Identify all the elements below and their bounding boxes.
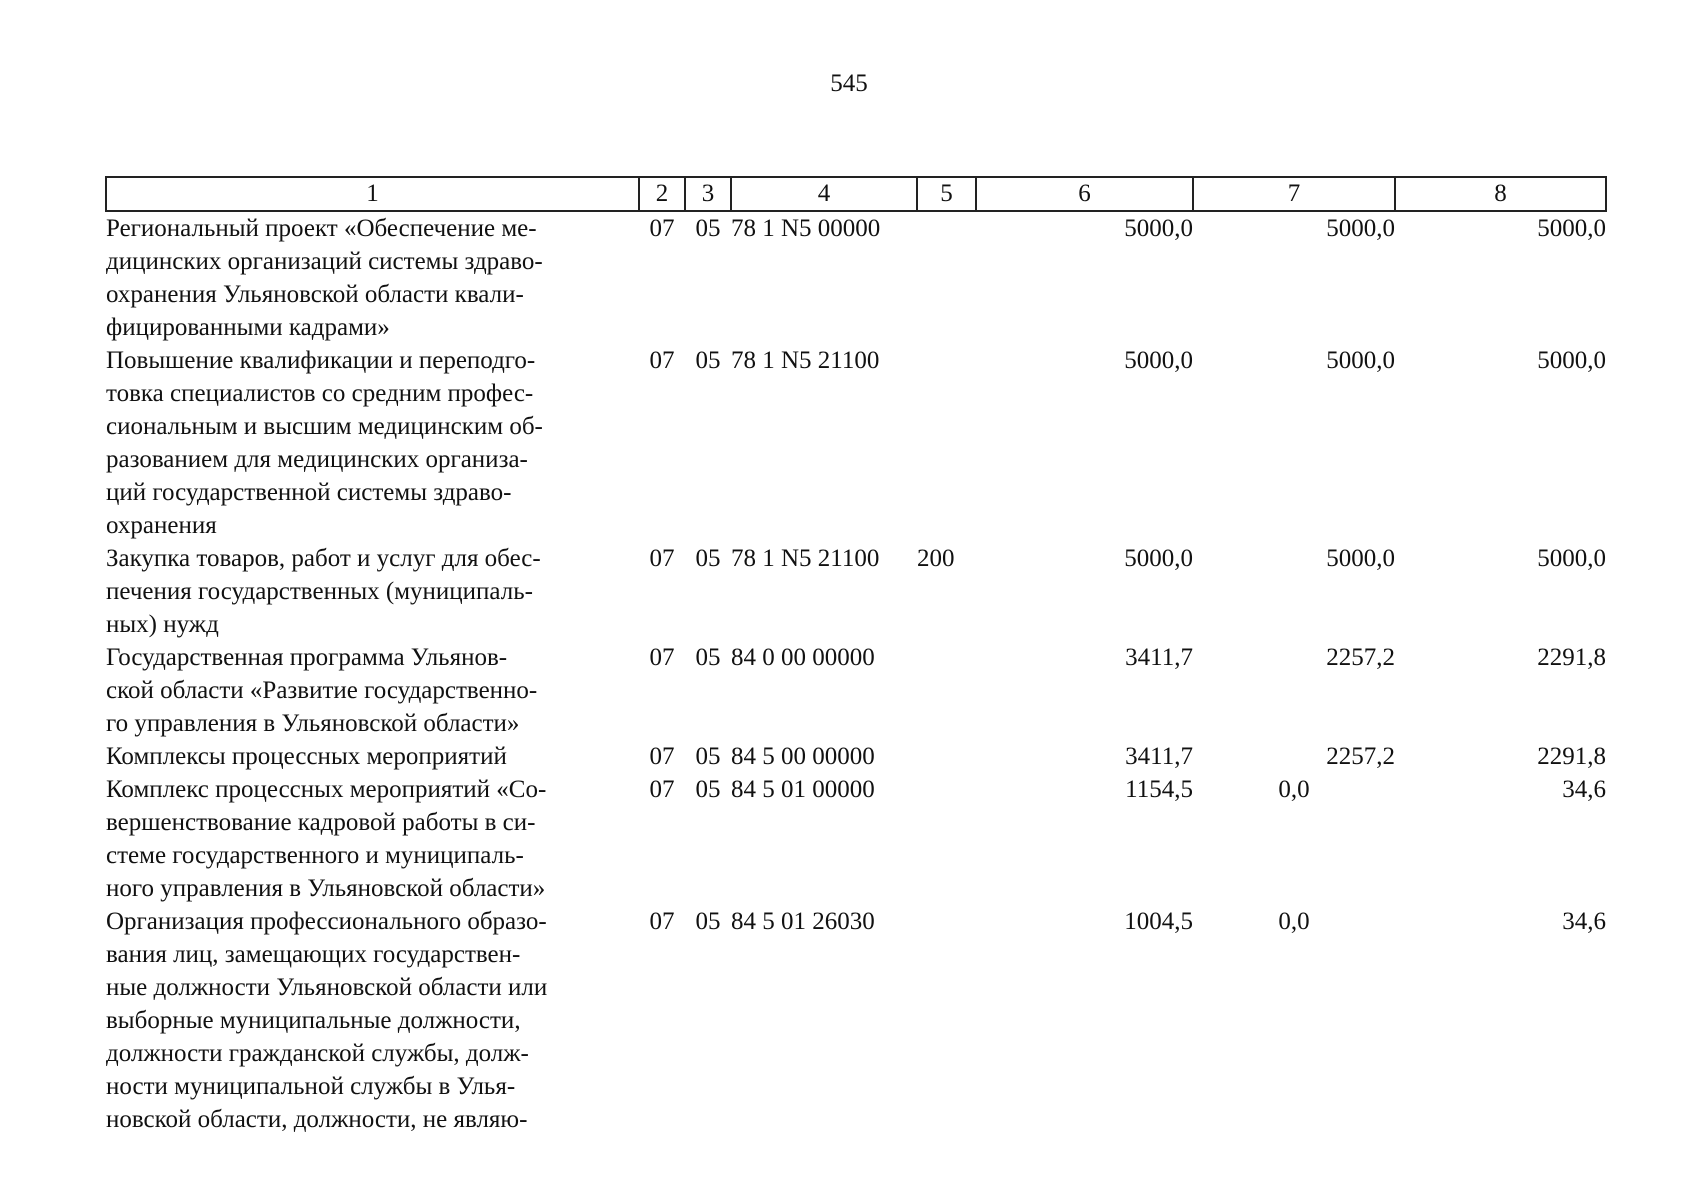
column-header: 7 [1193,177,1395,211]
row-name-line: ской области «Развитие государственно- [106,677,538,704]
subsection-code: 05 [695,908,721,935]
amount-year-1: 5000,0 [1124,347,1193,374]
row-name-line: ных) нужд [106,611,219,638]
row-name-line: ций государственной системы здраво- [106,479,512,506]
amount-year-2: 2257,2 [1326,644,1395,671]
target-article-code: 84 5 01 00000 [731,776,875,803]
expense-type-code [917,905,976,1136]
section-code: 07 [649,347,675,374]
row-name-line: Повышение квалификации и переподго- [106,347,536,374]
amount-year-1: 1154,5 [1125,776,1193,803]
column-header: 5 [917,177,976,211]
row-name-line: Организация профессионального образо- [106,908,547,935]
section-code: 07 [649,743,675,770]
target-article-code: 84 5 01 26030 [731,908,875,935]
amount-year-3: 2291,8 [1537,644,1606,671]
amount-year-1: 5000,0 [1124,545,1193,572]
table-row [106,740,1606,773]
expense-type-code [917,773,976,905]
row-name-line: Комплекс процессных мероприятий «Со- [106,776,547,803]
table-row [106,905,1606,1136]
target-article-code: 84 5 00 00000 [731,743,875,770]
row-name-line: ного управления в Ульяновской области» [106,875,546,902]
amount-year-2: 5000,0 [1326,347,1395,374]
column-header: 3 [685,177,731,211]
section-code: 07 [649,908,675,935]
row-name-line: разованием для медицинских организа- [106,446,528,473]
section-code: 07 [649,215,675,242]
subsection-code: 05 [695,776,721,803]
amount-year-3: 5000,0 [1537,545,1606,572]
amount-year-1: 1004,5 [1124,908,1193,935]
row-name-line: печения государственных (муниципаль- [106,578,533,605]
amount-year-3: 5000,0 [1537,347,1606,374]
row-name [106,344,639,542]
table-row [106,211,1606,344]
row-name-line: ные должности Ульяновской области или [106,974,548,1001]
column-header: 6 [976,177,1193,211]
amount-year-1: 3411,7 [1125,644,1193,671]
amount-year-2: 5000,0 [1326,545,1395,572]
amount-year-2: 0,0 [1278,908,1310,935]
expense-type-code [917,211,976,344]
expense-type-code [917,641,976,740]
amount-year-3: 2291,8 [1537,743,1606,770]
row-name [106,641,639,740]
column-header: 8 [1395,177,1606,211]
row-name-line: выборные муниципальные должности, [106,1007,521,1034]
budget-table [105,176,1607,1136]
table-header-row [106,177,1606,211]
row-name-line: Комплексы процессных мероприятий [106,743,507,770]
row-name-line: товка специалистов со средним профес- [106,380,534,407]
table-body [106,211,1606,1136]
amount-year-3: 34,6 [1562,908,1606,935]
table-row [106,542,1606,641]
section-code: 07 [649,776,675,803]
row-name-line: дицинских организаций системы здраво- [106,248,543,275]
section-code: 07 [649,644,675,671]
row-name-line: вания лиц, замещающих государствен- [106,941,521,968]
target-article-code: 84 0 00 00000 [731,644,875,671]
subsection-code: 05 [695,347,721,374]
column-header: 1 [106,177,639,211]
subsection-code: 05 [695,743,721,770]
row-name [106,773,639,905]
row-name-line: новской области, должности, не являю- [106,1106,528,1133]
table-row [106,641,1606,740]
section-code: 07 [649,545,675,572]
row-name [106,211,639,344]
amount-year-3: 34,6 [1562,776,1606,803]
row-name [106,905,639,1136]
row-name [106,740,639,773]
table-row [106,773,1606,905]
row-name-line: охранения Ульяновской области квали- [106,281,524,308]
amount-year-2: 0,0 [1278,776,1310,803]
amount-year-2: 2257,2 [1326,743,1395,770]
row-name-line: Закупка товаров, работ и услуг для обес- [106,545,541,572]
row-name-line: должности гражданской службы, долж- [106,1040,529,1067]
amount-year-1: 3411,7 [1125,743,1193,770]
row-name-line: вершенствование кадровой работы в си- [106,809,536,836]
row-name-line: Региональный проект «Обеспечение ме- [106,215,537,242]
row-name-line: стеме государственного и муниципаль- [106,842,524,869]
row-name-line: ности муниципальной службы в Улья- [106,1073,516,1100]
row-name-line: охранения [106,512,217,539]
column-header: 2 [639,177,685,211]
subsection-code: 05 [695,545,721,572]
amount-year-3: 5000,0 [1537,215,1606,242]
subsection-code: 05 [695,215,721,242]
row-name-line: фицированными кадрами» [106,314,390,341]
expense-type-code [917,740,976,773]
row-name-line: сиональным и высшим медицинским об- [106,413,543,440]
row-name [106,542,639,641]
expense-type-code: 200 [917,545,955,572]
amount-year-1: 5000,0 [1124,215,1193,242]
target-article-code: 78 1 N5 21100 [731,347,880,374]
row-name-line: Государственная программа Ульянов- [106,644,508,671]
amount-year-2: 5000,0 [1326,215,1395,242]
page-number: 545 [830,70,868,97]
column-header: 4 [731,177,917,211]
target-article-code: 78 1 N5 00000 [731,215,881,242]
target-article-code: 78 1 N5 21100 [731,545,880,572]
row-name-line: го управления в Ульяновской области» [106,710,520,737]
subsection-code: 05 [695,644,721,671]
table-row [106,344,1606,542]
expense-type-code [917,344,976,542]
